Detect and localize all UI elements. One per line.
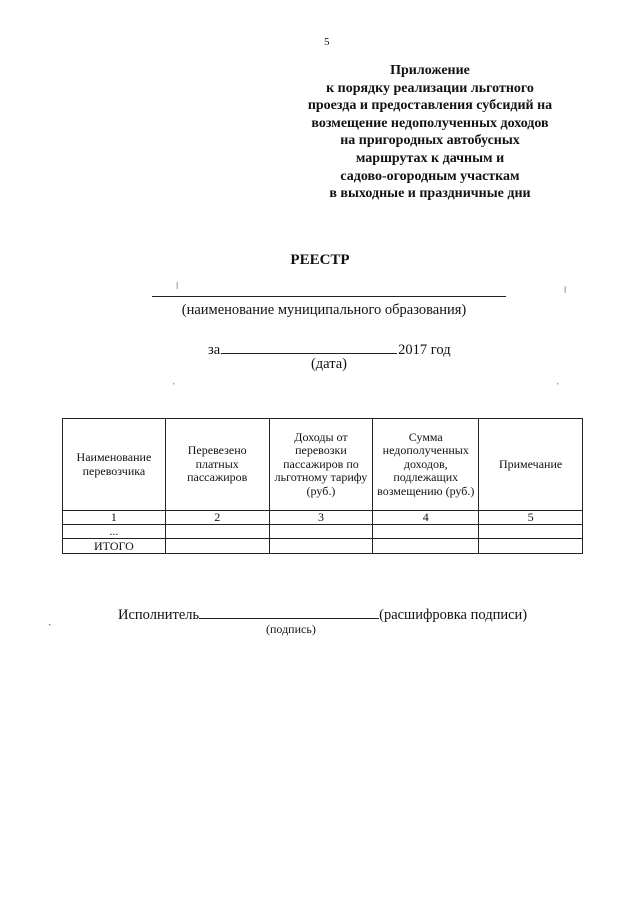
column-number: 2 — [165, 511, 269, 525]
table-cell — [269, 525, 373, 539]
appendix-line: в выходные и праздничные дни — [329, 186, 531, 202]
header-passengers: Перевезено платных пассажиров — [165, 419, 269, 511]
scan-mark: ǀ — [564, 284, 567, 296]
scan-mark: ˌ — [556, 373, 560, 385]
appendix-line: садово-огородным участкам — [340, 168, 520, 184]
table-cell — [373, 525, 479, 539]
table-cell — [479, 539, 583, 554]
signature-fill-line — [199, 604, 379, 619]
table-cell — [373, 539, 479, 554]
scan-mark: ˏ — [48, 614, 52, 626]
date-caption: (дата) — [310, 356, 348, 372]
executor-label: Исполнитель — [118, 607, 200, 623]
appendix-line: Приложение — [390, 63, 470, 78]
municipality-caption: (наименование муниципального образования) — [181, 302, 467, 318]
appendix-line: на пригородных автобусных — [340, 133, 520, 149]
table-row — [63, 525, 583, 539]
column-number: 4 — [373, 511, 479, 525]
appendix-line: к порядку реализации льготного — [326, 80, 534, 96]
table-cell — [165, 525, 269, 539]
column-number-row — [63, 511, 583, 525]
header-shortfall: Сумма недополученных доходов, подлежащих возмещению (руб.) — [373, 419, 479, 511]
column-number: 3 — [269, 511, 373, 525]
total-row — [63, 539, 583, 554]
registry-table — [62, 418, 583, 554]
municipality-fill-line — [152, 296, 506, 297]
table-cell — [269, 539, 373, 554]
appendix-line: проезда и предоставления субсидий на — [307, 98, 553, 114]
appendix-line: маршрутах к дачным и — [355, 150, 505, 166]
table-cell — [479, 525, 583, 539]
period-prefix: за — [208, 342, 221, 358]
column-number: 1 — [63, 511, 166, 525]
header-income: Доходы от перевозки пассажиров по льготному тарифу (руб.) — [269, 419, 373, 511]
appendix-block — [300, 62, 560, 203]
document-title: РЕЕСТР — [290, 252, 350, 268]
signature-decoding: (расшифровка подписи) — [379, 607, 528, 623]
column-number: 5 — [479, 511, 583, 525]
header-carrier: Наименование перевозчика — [63, 419, 166, 511]
scan-mark: ǀ — [176, 280, 179, 292]
header-note: Примечание — [479, 419, 583, 511]
signature-line — [118, 604, 527, 624]
table-cell — [165, 539, 269, 554]
signature-caption: (подпись) — [266, 622, 316, 636]
scan-mark: ˌ — [172, 373, 176, 385]
period-suffix: 2017 год — [398, 342, 451, 358]
date-fill-line — [221, 339, 397, 354]
table-header-row — [63, 419, 583, 511]
appendix-line: возмещение недополученных доходов — [311, 115, 549, 131]
page-number: 5 — [324, 36, 330, 48]
ellipsis-cell: ... — [63, 525, 166, 539]
total-label: ИТОГО — [63, 539, 166, 554]
